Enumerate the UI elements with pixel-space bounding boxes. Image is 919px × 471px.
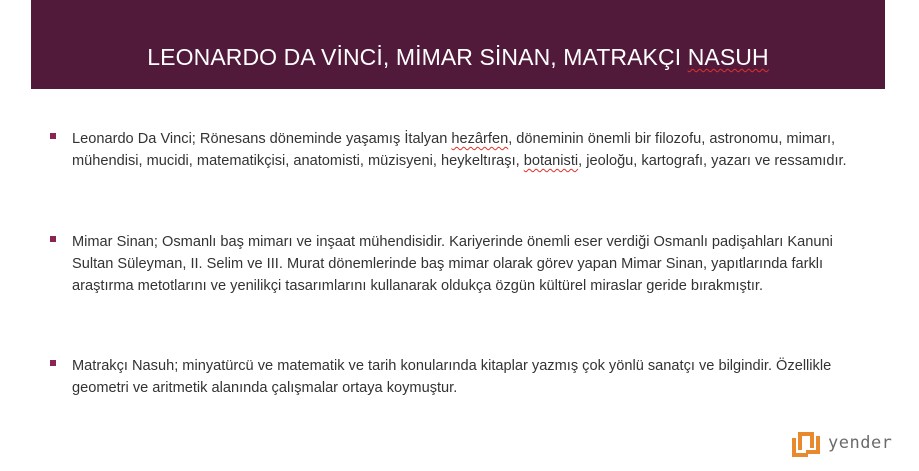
logo-wordmark: yender [828, 433, 893, 453]
bullet-marker [50, 236, 56, 242]
text-run: Leonardo Da Vinci; Rönesans döneminde yaşamış İtalyan [72, 131, 452, 147]
bullet-text [72, 128, 860, 172]
title-bar [31, 0, 885, 89]
bullet-marker [50, 360, 56, 366]
text-run: , döneminin önemli bir filozofu, astronomu, mimarı, mühendisi, mucidi, matematikçisi, anatomisti, müzisyeni, heykeltıraşı, [72, 131, 836, 169]
yender-logo [790, 428, 900, 460]
yender-logo-icon [790, 428, 824, 458]
bullet-marker [50, 133, 56, 139]
misspelled-word: botanisti [523, 153, 579, 169]
title-misspelled-word: NASUH [687, 44, 769, 70]
text-run: , jeoloğu, kartografı, yazarı ve ressamıdır. [578, 153, 847, 169]
misspelled-word: hezârfen [451, 131, 509, 147]
title-main: LEONARDO DA VİNCİ, MİMAR SİNAN, MATRAKÇI [147, 44, 688, 70]
bullet-text: Matrakçı Nasuh; minyatürcü ve matematik ve tarih konularında kitaplar yazmış çok yönlü sanatçı ve bilgindir. Özellikle geometri ve aritmetik alanında çalışmalar ortaya koymuştur. [72, 358, 832, 396]
slide-title[interactable] [31, 44, 885, 71]
bullet-text: Mimar Sinan; Osmanlı baş mimarı ve inşaat mühendisidir. Kariyerinde önemli eser verdiği Osmanlı padişahları Kanuni Sultan Süleyman, II. Selim ve III. Murat dönemlerinde baş mimar olarak görev yapan Mimar Sinan, yapıtlarında farklı araştırma metotlarını ve yenilikçi tasarımlarını kullanarak oldukça özgün kültürel miraslar geride bırakmıştır. [72, 234, 833, 294]
